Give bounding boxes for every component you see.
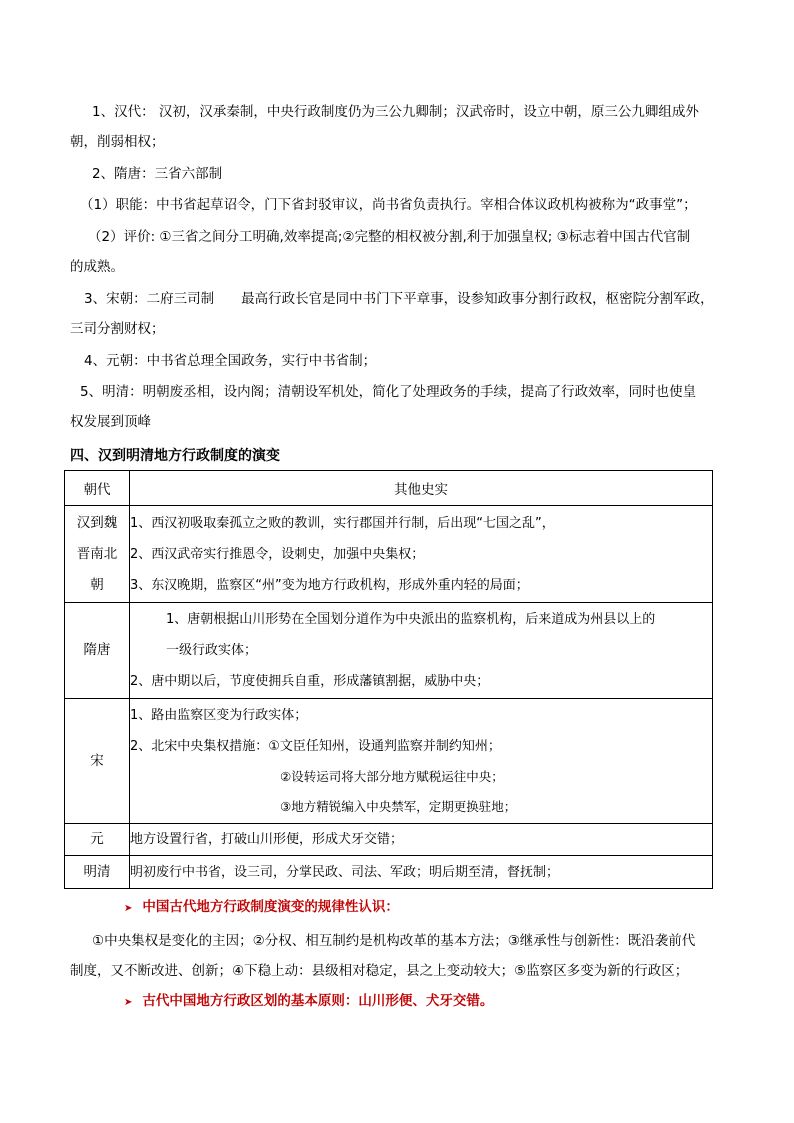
fact-line: 明初废行中书省，设三司，分掌民政、司法、军政；明后期至清，督抚制； (130, 864, 560, 880)
fact-line: 1、唐朝根据山川形势在全国划分道作为中央派出的监察机构，后来道成为州县以上的 (166, 612, 656, 627)
dynasty-cell: 元 (65, 824, 130, 856)
section-heading: 四、汉到明清地方行政制度的演变 (70, 448, 280, 464)
text-line: 5、明清：明朝废丞相，设内阁；清朝设军机处，简化了处理政务的手续，提高了行政效率，同时也使皇 (80, 384, 697, 400)
table-row (65, 824, 713, 856)
fact-line: 1、西汉初吸取秦孤立之败的教训，实行郡国并行制，后出现“七国之乱”， (130, 515, 555, 531)
text-line: 3、宋朝：二府三司制 最高行政长官是同中书门下平章事，设参知政事分割行政权，枢密院分割军政， (84, 291, 714, 307)
text-line: 制度，又不断改进、创新；④下稳上动：县级相对稳定，县之上变动较大；⑤监察区多变为新的行政区； (70, 963, 689, 979)
law-paragraph (70, 926, 730, 986)
principle-heading (124, 988, 493, 1016)
column-header-dynasty: 朝代 (65, 471, 130, 506)
table-header-row (65, 471, 713, 506)
text-line: ①中央集权是变化的主因；②分权、相互制约是机构改革的基本方法；③继承性与创新性：既沿袭前代 (92, 933, 696, 949)
yuan-dynasty-paragraph: 4、元朝：中书省总理全国政务，实行中书省制； (84, 353, 377, 369)
table-row (65, 506, 713, 603)
principle-heading-text: 古代中国地方行政区划的基本原则：山川形便、犬牙交错。 (142, 993, 494, 1009)
fact-line: ③地方精锐编入中央禁军，定期更换驻地； (280, 799, 517, 814)
dynasty-cell (65, 506, 130, 603)
law-heading-text: 中国古代地方行政制度演变的规律性认识： (142, 899, 399, 915)
fact-line: ②设转运司将大部分地方赋税运往中央； (280, 769, 504, 784)
text-line: 权发展到顶峰 (70, 414, 151, 430)
facts-cell (130, 603, 713, 699)
evaluation-paragraph (70, 222, 730, 282)
arrow-bullet-icon: ➤ (124, 903, 133, 914)
fact-line: 2、北宋中央集权措施：①文臣任知州，设通判监察并制约知州； (130, 739, 501, 754)
table-row (65, 603, 713, 699)
facts-cell (130, 856, 713, 889)
local-admin-table (64, 470, 713, 889)
text-line: （2）评价: ①三省之间分工明确,效率提高;②完整的相权被分割,利于加强皇权; ③标志着中国古代官制 (88, 229, 691, 245)
text-line: 1、汉代： 汉初，汉承秦制，中央行政制度仍为三公九卿制；汉武帝时，设立中朝，原三公九卿组成外 (92, 104, 699, 120)
dynasty-cell: 宋 (65, 699, 130, 824)
table-row (65, 856, 713, 889)
table-row (65, 699, 713, 824)
dynasty-label: 汉到魏晋南北朝 (76, 514, 118, 593)
facts-cell (130, 824, 713, 856)
dynasty-cell: 隋唐 (65, 603, 130, 699)
ming-qing-paragraph (70, 377, 730, 437)
facts-cell (130, 699, 713, 824)
text-line: 朝，削弱相权； (70, 134, 165, 150)
law-heading (124, 894, 399, 922)
fact-line: 2、西汉武帝实行推恩令，设刺史，加强中央集权； (130, 546, 425, 562)
song-dynasty-paragraph (70, 284, 730, 344)
text-line: 三司分割财权； (70, 321, 165, 337)
fact-line: 1、路由监察区变为行政实体； (130, 708, 308, 723)
facts-cell (130, 506, 713, 603)
sui-tang-paragraph: 2、隋唐：三省六部制 (92, 166, 223, 182)
fact-line: 2、唐中期以后，节度使拥兵自重，形成藩镇割据，威胁中央； (130, 674, 490, 689)
fact-line: 一级行政实体； (166, 643, 258, 658)
text-line: 的成熟。 (70, 259, 124, 275)
arrow-bullet-icon: ➤ (124, 997, 133, 1008)
function-paragraph: （1）职能：中书省起草诏令，门下省封驳审议，尚书省负责执行。宰相合体议政机构被称为“政事堂”； (80, 197, 697, 213)
fact-line: 3、东汉晚期，监察区“州”变为地方行政机构，形成外重内轻的局面； (130, 577, 529, 593)
fact-line: 地方设置行省，打破山川形便，形成犬牙交错； (130, 832, 404, 847)
dynasty-cell: 明清 (65, 856, 130, 889)
column-header-facts: 其他史实 (130, 471, 713, 506)
han-dynasty-paragraph (70, 97, 730, 157)
